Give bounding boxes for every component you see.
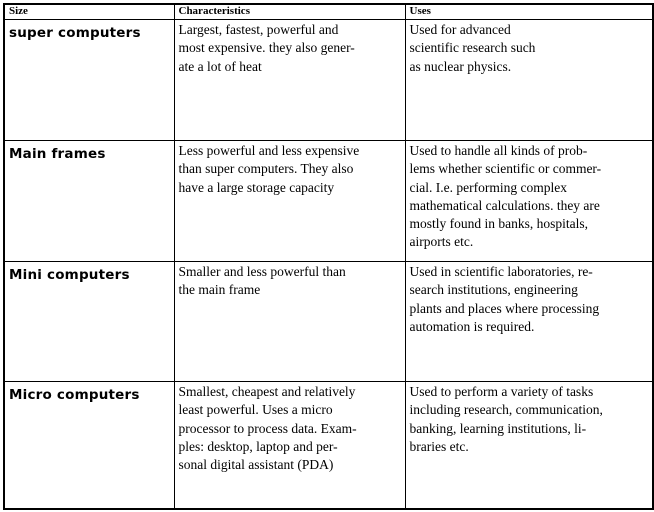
size-cell: super computers [4, 20, 174, 141]
characteristics-line: sonal digital assistant (PDA) [178, 457, 334, 473]
uses-cell [405, 141, 653, 262]
header-size: Size [4, 4, 174, 20]
uses-line: Used to perform a variety of tasks [409, 384, 594, 399]
uses-cell [405, 262, 653, 382]
uses-cell [405, 20, 653, 141]
characteristics-line: least powerful. Uses a micro [178, 402, 333, 418]
uses-line: mostly found in banks, hospitals, [409, 216, 588, 232]
uses-line: automation is required. [409, 318, 535, 334]
characteristics-line: ples: desktop, laptop and per- [178, 438, 338, 454]
uses-line: plants and places where processing [409, 300, 600, 316]
header-characteristics: Characteristics [174, 4, 405, 20]
header-uses: Uses [405, 4, 653, 20]
characteristics-line: Smallest, cheapest and relatively [178, 384, 356, 399]
table-row [4, 141, 653, 262]
uses-cell [405, 382, 653, 509]
characteristics-cell [174, 141, 405, 262]
characteristics-line: the main frame [178, 282, 261, 298]
characteristics-line: ate a lot of heat [178, 58, 262, 74]
uses-line: search institutions, engineering [409, 282, 578, 298]
characteristics-line: Smaller and less powerful than [178, 264, 346, 279]
uses-line: cial. I.e. performing complex [409, 179, 567, 195]
uses-line: banking, learning institutions, li- [409, 420, 587, 436]
characteristics-cell [174, 262, 405, 382]
uses-line: braries etc. [409, 438, 469, 454]
uses-line: lems whether scientific or commer- [409, 161, 602, 177]
characteristics-line: Largest, fastest, powerful and [178, 22, 339, 37]
characteristics-line: have a large storage capacity [178, 179, 335, 195]
uses-line: scientific research such [409, 40, 536, 56]
characteristics-cell [174, 382, 405, 509]
table-row [4, 262, 653, 382]
computer-size-table [3, 3, 654, 510]
size-cell: Main frames [4, 141, 174, 262]
table-row [4, 382, 653, 509]
uses-line: including research, communication, [409, 402, 603, 418]
characteristics-line: than super computers. They also [178, 161, 354, 177]
uses-line: as nuclear physics. [409, 58, 512, 74]
uses-line: Used to handle all kinds of prob- [409, 143, 588, 158]
uses-line: airports etc. [409, 234, 474, 250]
characteristics-cell [174, 20, 405, 141]
uses-line: Used for advanced [409, 22, 511, 37]
uses-line: mathematical calculations. they are [409, 197, 600, 213]
uses-line: Used in scientific laboratories, re- [409, 264, 593, 279]
size-cell: Mini computers [4, 262, 174, 382]
characteristics-line: Less powerful and less expensive [178, 143, 360, 158]
header-row [4, 4, 653, 20]
characteristics-line: most expensive. they also gener- [178, 40, 355, 56]
table-row [4, 20, 653, 141]
size-cell: Micro computers [4, 382, 174, 509]
characteristics-line: processor to process data. Exam- [178, 420, 357, 436]
